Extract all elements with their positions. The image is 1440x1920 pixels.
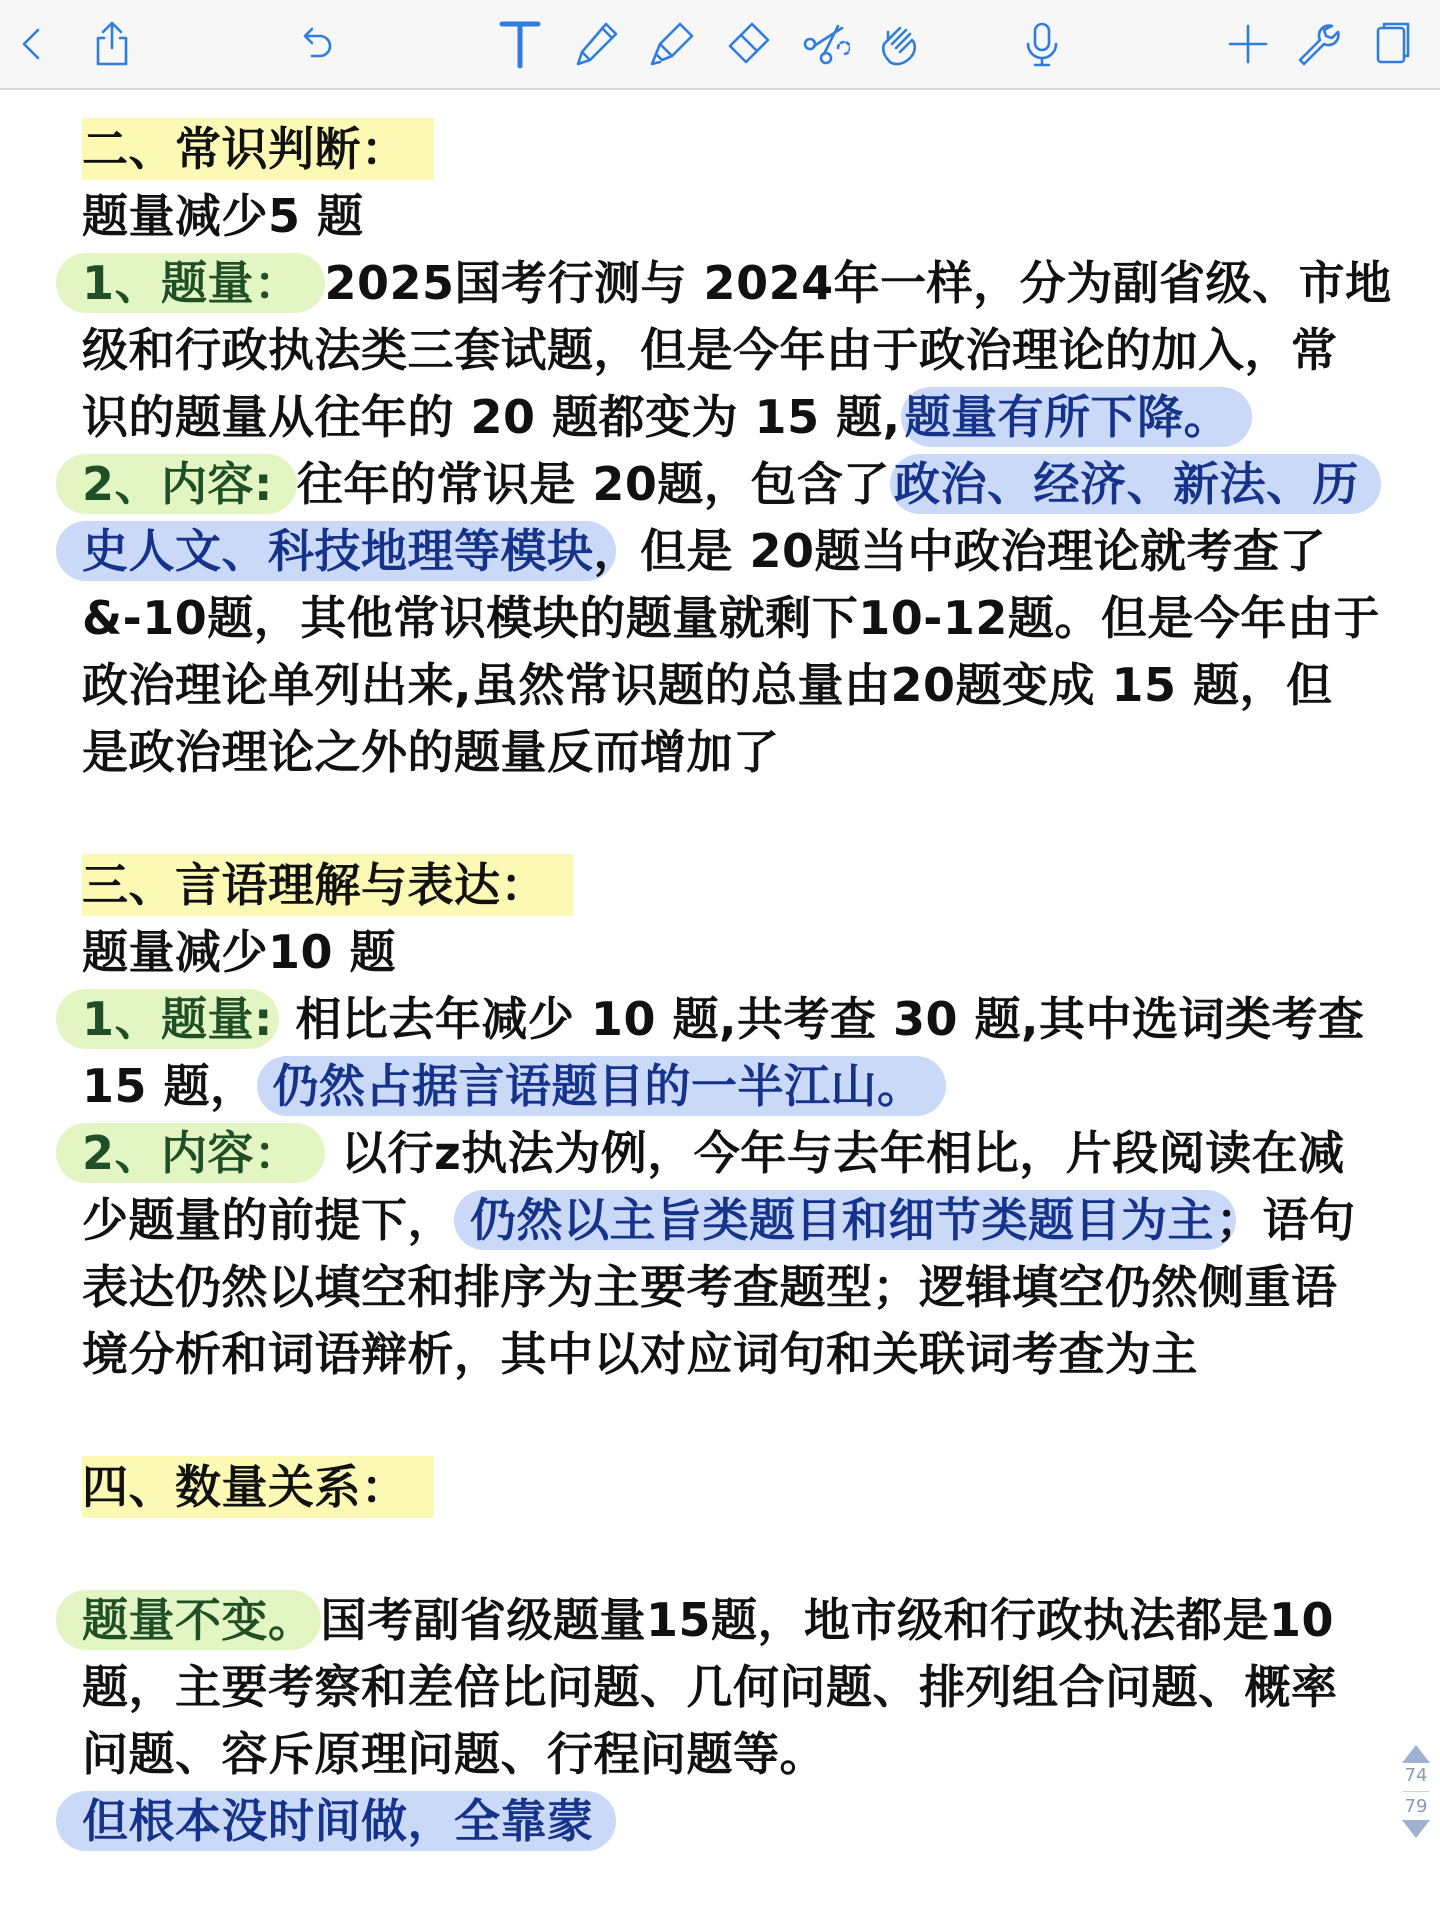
text-run: 往年的常识是 20题，包含了 xyxy=(296,457,890,511)
label-highlight: 1、题量： xyxy=(56,253,325,313)
text-run: 识的题量从往年的 20 题都变为 15 题, xyxy=(82,390,901,444)
pen-tool-icon[interactable] xyxy=(566,14,626,74)
paragraph-line: 级和行政执法类三套试题，但是今年由于政治理论的加入，常 xyxy=(82,323,1338,377)
paragraph-line xyxy=(82,1120,1362,1187)
paragraph-line xyxy=(82,1788,1362,1855)
total-pages-number: 79 xyxy=(1404,1796,1428,1817)
hand-tool-icon[interactable] xyxy=(870,14,930,74)
paragraph-line xyxy=(82,384,1362,451)
label-highlight: 2、内容: xyxy=(56,454,297,514)
add-icon[interactable] xyxy=(1218,14,1278,74)
lasso-scissors-icon[interactable] xyxy=(794,14,854,74)
previous-page-arrow-icon[interactable] xyxy=(1402,1745,1430,1763)
paragraph-line: 表达仍然以填空和排序为主要考查题型；逻辑填空仍然侧重语 xyxy=(82,1260,1338,1314)
emphasis-highlight: 史人文、科技地理等模块 xyxy=(56,521,616,581)
paragraph-line xyxy=(82,986,1365,1053)
text-run: ；语句 xyxy=(1216,1193,1356,1247)
paragraph-line xyxy=(82,250,1392,317)
paragraph-line xyxy=(82,518,1362,585)
paragraph-line: 题，主要考察和差倍比问题、几何问题、排列组合问题、概率 xyxy=(82,1660,1338,1714)
paragraph-line: 政治理论单列出来,虽然常识题的总量由20题变成 15 题，但 xyxy=(82,658,1333,712)
emphasis-highlight: 仍然占据言语题目的一半江山。 xyxy=(257,1056,946,1116)
emphasis-highlight: 题量有所下降。 xyxy=(901,387,1253,447)
label-highlight: 1、题量: xyxy=(56,989,279,1049)
wrench-icon[interactable] xyxy=(1288,14,1348,74)
emphasis-highlight: 但根本没时间做，全靠蒙 xyxy=(56,1791,616,1851)
paragraph-line xyxy=(82,451,1362,518)
back-icon[interactable] xyxy=(2,14,62,74)
paragraph-line: 境分析和词语辩析，其中以对应词句和关联词考查为主 xyxy=(82,1327,1198,1381)
emphasis-highlight: 仍然以主旨类题目和细节类题目为主 xyxy=(454,1190,1236,1250)
text-tool-icon[interactable] xyxy=(490,14,550,74)
highlighter-tool-icon[interactable] xyxy=(642,14,702,74)
text-run: 少题量的前提下， xyxy=(82,1193,454,1247)
section-heading xyxy=(82,852,1362,919)
text-run: 国考副省级题量15题，地市级和行政执法都是10 xyxy=(320,1593,1335,1647)
page-divider xyxy=(1403,1791,1429,1792)
page-indicator xyxy=(1398,1745,1434,1838)
paragraph-line: &-10题，其他常识模块的题量就剩下10-12题。但是今年由于 xyxy=(82,591,1380,645)
share-icon[interactable] xyxy=(82,14,142,74)
section-subtitle: 题量减少5 题 xyxy=(82,189,364,243)
paragraph-line: 问题、容斥原理问题、行程问题等。 xyxy=(82,1727,826,1781)
undo-icon[interactable] xyxy=(286,14,346,74)
paragraph-line xyxy=(82,1187,1362,1254)
current-page-number: 74 xyxy=(1404,1765,1428,1786)
heading-highlight: 四、数量关系： xyxy=(82,1456,434,1518)
section-heading xyxy=(82,116,1362,183)
emphasis-highlight: 政治、经济、新法、历 xyxy=(890,454,1381,514)
paragraph-line xyxy=(82,1587,1362,1654)
page-icon[interactable] xyxy=(1362,14,1422,74)
toolbar xyxy=(0,0,1440,90)
heading-highlight: 二、常识判断： xyxy=(82,118,434,180)
section-heading xyxy=(82,1454,1362,1521)
section-subtitle: 题量减少10 题 xyxy=(82,925,397,979)
text-run: ，但是 20题当中政治理论就考查了 xyxy=(593,524,1327,578)
note-content[interactable] xyxy=(82,116,1392,1855)
text-run: 2025国考行测与 2024年一样，分为副省级、市地 xyxy=(324,256,1392,310)
eraser-tool-icon[interactable] xyxy=(718,14,778,74)
microphone-icon[interactable] xyxy=(1012,14,1072,74)
label-highlight: 题量不变。 xyxy=(56,1590,321,1650)
heading-highlight: 三、言语理解与表达： xyxy=(82,854,573,916)
text-run: 以行z执法为例，今年与去年相比，片段阅读在减 xyxy=(324,1126,1345,1180)
paragraph-line: 是政治理论之外的题量反而增加了 xyxy=(82,725,780,779)
text-run: 15 题， xyxy=(82,1059,257,1113)
paragraph-line xyxy=(82,1053,1362,1120)
next-page-arrow-icon[interactable] xyxy=(1402,1820,1430,1838)
text-run: 相比去年减少 10 题,共考查 30 题,其中选词类考查 xyxy=(278,992,1365,1046)
label-highlight: 2、内容： xyxy=(56,1123,325,1183)
